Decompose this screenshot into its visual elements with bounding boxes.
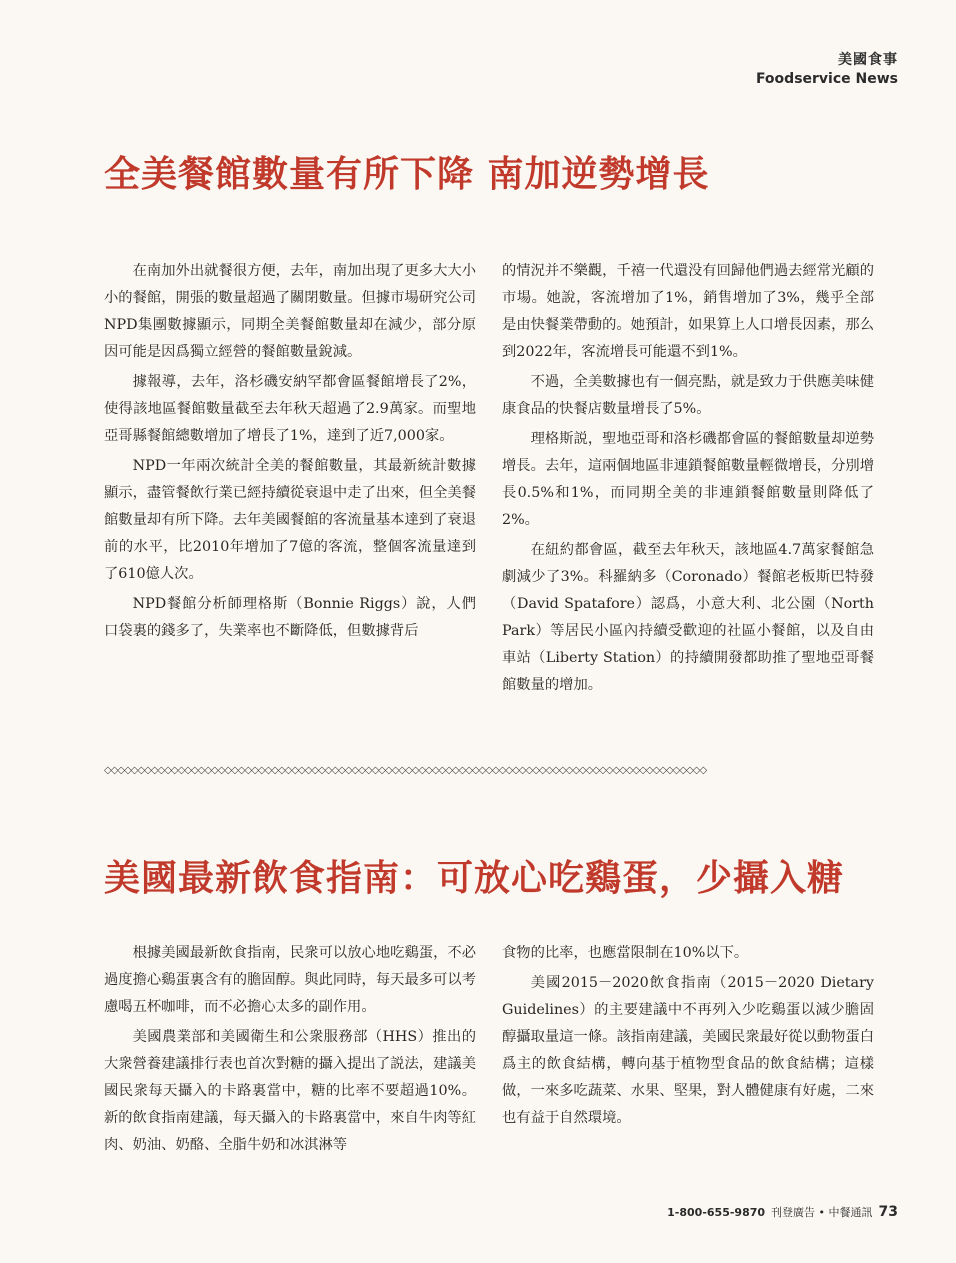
article2-left-column: [104, 940, 476, 1162]
section-divider: ◇◇◇◇◇◇◇◇◇◇◇◇◇◇◇◇◇◇◇◇◇◇◇◇◇◇◇◇◇◇◇◇◇◇◇◇◇◇◇◇◇◇◇◇◇◇◇◇◇◇◇◇◇◇◇◇◇◇◇◇◇◇◇◇◇◇◇◇◇◇◇◇◇◇◇◇◇◇◇◇◇◇◇◇◇◇◇◇◇◇: [104, 765, 707, 776]
article1-paragraph: 不過，全美數據也有一個亮點，就是致力于供應美味健康食品的快餐店數量增長了5%。: [502, 374, 874, 417]
article2-paragraph: 食物的比率，也應當限制在10%以下。: [502, 945, 749, 961]
article2-right-column: [502, 940, 874, 1135]
article1-right-column: [502, 258, 874, 702]
section-title-en: Foodservice News: [755, 71, 898, 87]
article1-paragraph: 在紐約都會區，截至去年秋天，該地區4.7萬家餐館急劇減少了3%。科羅納多（Coronado）餐館老板斯巴特發（David Spatafore）認爲，小意大利、北公園（North Park）等居民小區內持續受歡迎的社區小餐館，以及自由車站（Liberty Station）的持續開發都助推了聖地亞哥餐館數量的增加。: [502, 542, 874, 693]
article1-paragraph: 的情況并不樂觀，千禧一代還没有回歸他們過去經常光顧的市場。她說，客流增加了1%，銷售增加了3%，幾乎全部是由快餐業帶動的。她預計，如果算上人口增長因素，那么到2022年，客流增長可能還不到1%。: [502, 263, 874, 360]
article1-paragraph: 據報導，去年，洛杉磯安納罕都會區餐館增長了2%，使得該地區餐館數量截至去年秋天超過了2.9萬家。而聖地亞哥縣餐館總數增加了增長了1%，達到了近7,000家。: [104, 374, 476, 444]
section-title-zh: 美國食事: [838, 52, 898, 68]
footer-phone: 1-800-655-9870: [667, 1206, 766, 1219]
article1-paragraph: 理格斯説，聖地亞哥和洛杉磯都會區的餐館數量却逆勢增長。去年，這兩個地區非連鎖餐館數量輕微增長，分別增長0.5%和1%，而同期全美的非連鎖餐館數量則降低了2%。: [502, 431, 874, 528]
article1-paragraph: NPD餐館分析師理格斯（Bonnie Riggs）說，人們口袋裏的錢多了，失業率也不斷降低，但數據背后: [104, 596, 476, 639]
article2-headline: 美國最新飲食指南：可放心吃鷄蛋，少攝入糖: [104, 857, 845, 899]
article1-left-column: [104, 258, 476, 648]
article2-paragraph: 根據美國最新飲食指南，民衆可以放心地吃鷄蛋，不必過度擔心鷄蛋裏含有的膽固醇。與此同時，每天最多可以考慮喝五杯咖啡，而不必擔心太多的副作用。: [104, 945, 476, 1015]
page-number: 73: [878, 1204, 898, 1220]
article2-paragraph: 美國2015－2020飲食指南（2015－2020 Dietary Guidelines）的主要建議中不再列入少吃鷄蛋以減少膽固醇攝取量這一條。該指南建議，美國民衆最好從以動物蛋白爲主的飲食結構，轉向基于植物型食品的飲食結構；這樣做，一來多吃蔬菜、水果、堅果，對人體健康有好處，二來也有益于自然環境。: [502, 975, 874, 1126]
article1-headline: 全美餐館數量有所下降 南加逆勢增長: [104, 153, 710, 195]
article1-paragraph: NPD一年兩次統計全美的餐館數量，其最新統計數據顯示，盡管餐飲行業已經持續從衰退中走了出來，但全美餐館數量却有所下降。去年美國餐館的客流量基本達到了衰退前的水平，比2010年增加了7億的客流，整個客流量達到了610億人次。: [104, 458, 476, 582]
footer-text: 刊登廣告 • 中餐通訊: [771, 1206, 873, 1219]
article1-paragraph: 在南加外出就餐很方便，去年，南加出現了更多大大小小的餐館，開張的數量超過了關閉數量。但據市場研究公司NPD集團數據顯示，同期全美餐館數量却在減少，部分原因可能是因爲獨立經營的餐館數量銳減。: [104, 263, 476, 360]
article2-paragraph: 美國農業部和美國衛生和公衆服務部（HHS）推出的大衆營養建議排行表也首次對糖的攝入提出了説法，建議美國民衆每天攝入的卡路裏當中，糖的比率不要超過10%。新的飲食指南建議，每天攝入的卡路裏當中，來自牛肉等紅肉、奶油、奶酪、全脂牛奶和冰淇淋等: [104, 1029, 476, 1153]
section-header: [756, 50, 898, 88]
page-footer: [667, 1204, 898, 1220]
